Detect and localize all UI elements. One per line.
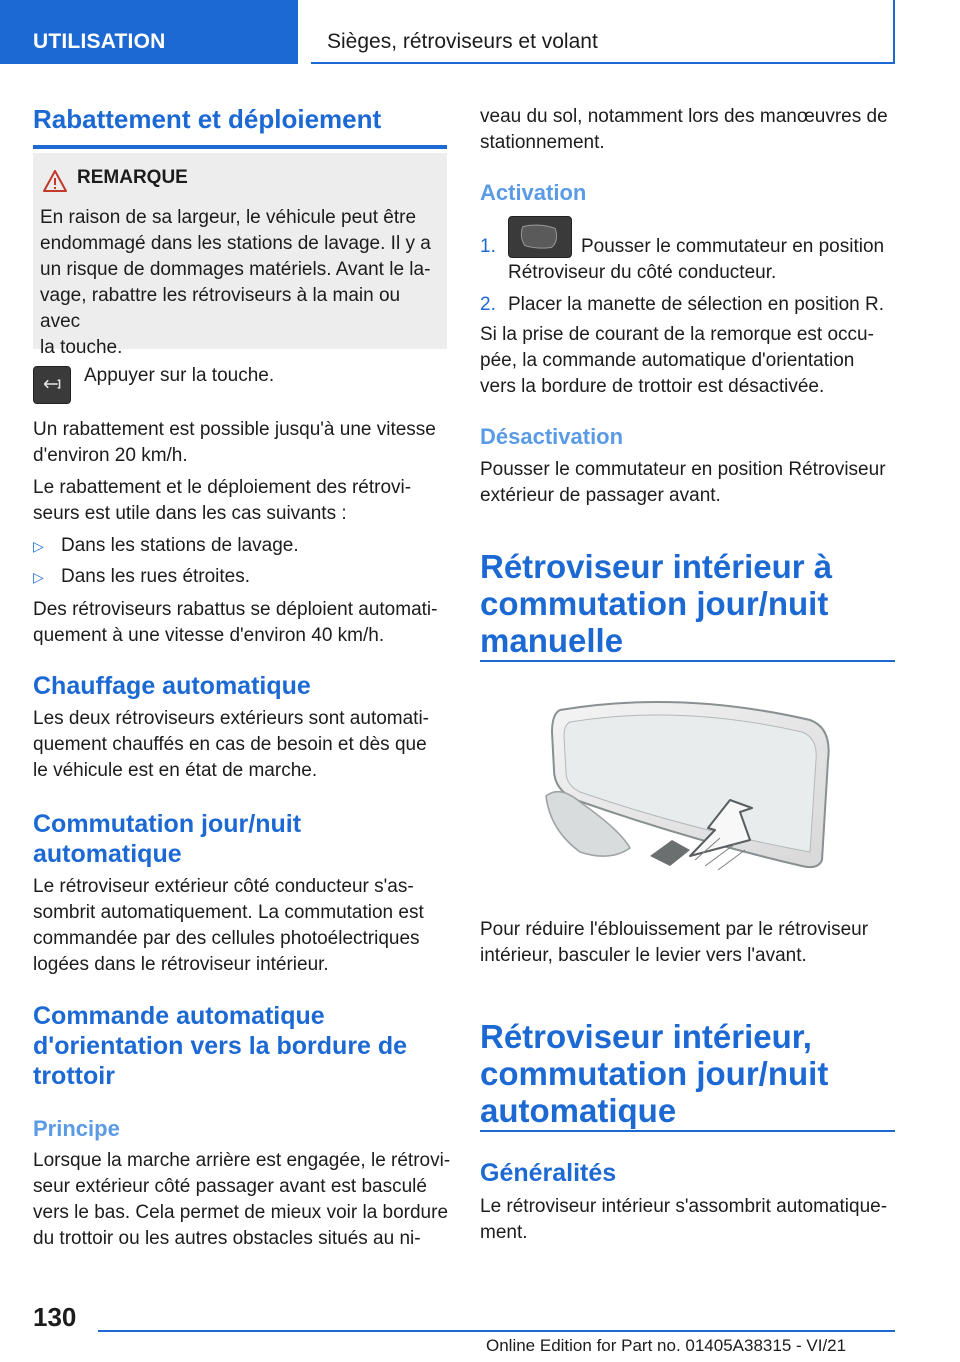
press-button-text: Appuyer sur la touche. — [84, 365, 275, 386]
list-item — [33, 533, 447, 559]
text-line: sombrit automatiquement. La commutation est — [33, 902, 424, 923]
heading-rule — [480, 660, 895, 662]
heading-line: Rétroviseur intérieur à — [480, 548, 833, 585]
rearview-mirror-illustration — [540, 680, 840, 880]
paragraph — [33, 417, 447, 469]
heading-rule — [480, 1130, 895, 1132]
heading-activation: Activation — [480, 180, 587, 205]
text-line: Le rétroviseur intérieur s'assombrit automatique- — [480, 1196, 888, 1217]
note-line: endommagé dans les stations de lavage. Il y a — [40, 233, 431, 254]
bullet-triangle-icon: ▷ — [33, 538, 44, 554]
heading-line: commutation jour/nuit — [480, 1055, 829, 1092]
text-line: seurs est utile dans les cas suivants : — [33, 503, 347, 524]
warning-icon — [43, 170, 67, 192]
heading-chauffage: Chauffage automatique — [33, 672, 311, 700]
text-line: quement chauffés en cas de besoin et dès que — [33, 734, 427, 755]
text-line: extérieur de passager avant. — [480, 485, 721, 506]
step-number: 2. — [480, 294, 496, 315]
header-section-label: UTILISATION — [33, 30, 166, 53]
text-line: Un rabattement est possible jusqu'à une vitesse — [33, 419, 436, 440]
footer-rule — [98, 1330, 895, 1332]
text-line: Les deux rétroviseurs extérieurs sont automati- — [33, 708, 430, 729]
text-line: veau du sol, notamment lors des manœuvres de — [480, 106, 888, 127]
heading-rule — [33, 145, 447, 149]
numbered-step — [480, 234, 895, 290]
mirror-fold-button-icon — [33, 366, 71, 404]
text-line: quement à une vitesse d'environ 40 km/h. — [33, 625, 385, 646]
paragraph — [480, 457, 895, 509]
paragraph — [480, 104, 895, 156]
note-line: la touche. — [40, 337, 123, 358]
text-line: logées dans le rétroviseur intérieur. — [33, 954, 329, 975]
text-line: Si la prise de courant de la remorque est occu- — [480, 324, 874, 345]
text-line: d'environ 20 km/h. — [33, 445, 188, 466]
paragraph — [33, 1148, 453, 1252]
text-line: du trottoir ou les autres obstacles situés au ni- — [33, 1228, 421, 1249]
step-text: Rétroviseur du côté conducteur. — [508, 262, 777, 283]
text-line: seur extérieur côté passager avant est basculé — [33, 1176, 427, 1197]
text-line: le véhicule est en état de marche. — [33, 760, 318, 781]
header-chapter-tab — [311, 0, 895, 64]
heading-line: trottoir — [33, 1062, 115, 1090]
text-line: Le rabattement et le déploiement des rétrovi- — [33, 477, 412, 498]
text-line: pée, la commande automatique d'orientation — [480, 350, 855, 371]
heading-principe: Principe — [33, 1116, 120, 1141]
heading-line: Commande automatique — [33, 1002, 325, 1030]
paragraph — [480, 1194, 900, 1246]
heading-commande — [33, 1001, 407, 1091]
text-line: stationnement. — [480, 132, 605, 153]
note-line: un risque de dommages matériels. Avant le la- — [40, 259, 431, 280]
paragraph — [33, 706, 447, 784]
paragraph — [33, 475, 447, 527]
text-line: intérieur, basculer le levier vers l'avant. — [480, 945, 807, 966]
heading-automatique — [480, 1018, 828, 1129]
page-number: 130 — [33, 1302, 77, 1332]
heading-line: automatique — [33, 840, 182, 868]
paragraph — [480, 917, 895, 969]
heading-manuelle — [480, 548, 832, 659]
paragraph — [33, 874, 447, 978]
numbered-step — [480, 292, 895, 318]
text-line: ment. — [480, 1222, 528, 1243]
heading-commutation — [33, 809, 301, 869]
heading-rabattement: Rabattement et déploiement — [33, 104, 382, 134]
text-line: Des rétroviseurs rabattus se déploient automati- — [33, 599, 438, 620]
heading-line: automatique — [480, 1092, 677, 1129]
heading-generalites: Généralités — [480, 1159, 617, 1187]
heading-line: Commutation jour/nuit — [33, 810, 302, 838]
text-line: vers le bas. Cela permet de mieux voir la bordure — [33, 1202, 449, 1223]
note-line: En raison de sa largeur, le véhicule peut être — [40, 207, 417, 228]
note-body — [40, 205, 440, 361]
list-item-text: Dans les rues étroites. — [61, 566, 251, 587]
heading-line: manuelle — [480, 622, 624, 659]
note-box — [33, 153, 447, 358]
bullet-triangle-icon: ▷ — [33, 569, 44, 585]
heading-line: commutation jour/nuit — [480, 585, 829, 622]
step-text: Placer la manette de sélection en position R. — [508, 294, 884, 315]
paragraph — [480, 322, 895, 400]
header-section-tab — [0, 0, 298, 64]
list-item-text: Dans les stations de lavage. — [61, 535, 299, 556]
text-line: Pour réduire l'éblouissement par le rétroviseur — [480, 919, 869, 940]
text-line: commandée par des cellules photoélectriques — [33, 928, 420, 949]
note-line: vage, rabattre les rétroviseurs à la main ou avec — [40, 285, 401, 332]
step-number: 1. — [480, 236, 496, 257]
footer-edition: Online Edition for Part no. 01405A38315 - VI/21 — [486, 1336, 847, 1355]
paragraph — [33, 597, 447, 649]
text-line: vers la bordure de trottoir est désactivée. — [480, 376, 825, 397]
heading-line: Rétroviseur intérieur, — [480, 1018, 812, 1055]
list-item — [33, 564, 447, 590]
text-line: Pousser le commutateur en position Rétroviseur — [480, 459, 886, 480]
text-line: Lorsque la marche arrière est engagée, le rétrovi- — [33, 1150, 451, 1171]
step-text: Pousser le commutateur en position — [581, 236, 885, 257]
heading-line: d'orientation vers la bordure de — [33, 1032, 408, 1060]
header-chapter-label: Sièges, rétroviseurs et volant — [327, 30, 598, 53]
note-title: REMARQUE — [77, 167, 188, 188]
mirror-switch-icon — [508, 216, 572, 258]
heading-desactivation: Désactivation — [480, 424, 624, 449]
text-line: Le rétroviseur extérieur côté conducteur s'as- — [33, 876, 414, 897]
